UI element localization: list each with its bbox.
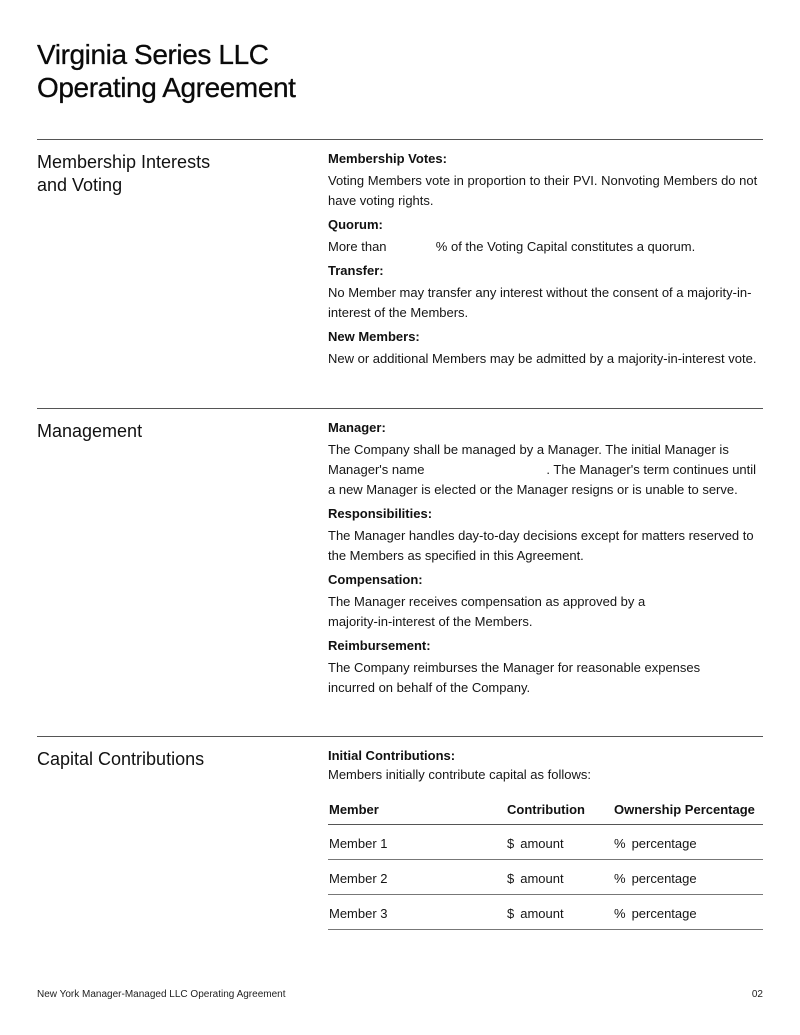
dollar-sign: $ [507,871,515,886]
clause-responsibilities [328,506,763,566]
column-header-ownership: Ownership Percentage [614,797,763,825]
percentage-field[interactable]: percentage [631,871,697,886]
clause-transfer [328,263,763,323]
clause-quorum [328,217,763,257]
clause-text: Voting Members vote in proportion to their PVI. Nonvoting Members do not have voting rights. [328,173,758,208]
clause-membership-votes [328,151,763,211]
member-name-cell: Member 1 [328,825,507,860]
clause-text: No Member may transfer any interest without the consent of a majority-in-interest of the Members. [328,285,752,320]
ownership-cell[interactable] [614,825,763,860]
contributions-table [328,797,763,930]
section-body [328,420,763,704]
clause-heading: Reimbursement: [328,638,431,653]
clause-text: The Manager handles day-to-day decisions except for matters reserved to the Members as specified in this Agreement. [328,528,754,563]
page-footer [37,989,763,1001]
clause-manager [328,420,763,500]
clause-compensation [328,572,763,632]
ownership-cell[interactable] [614,895,763,930]
table-row [328,895,763,930]
clause-heading: Transfer: [328,263,384,278]
section-management [37,408,763,736]
percentage-field[interactable]: percentage [631,836,697,851]
section-label: Management [37,421,143,441]
clause-heading: Membership Votes: [328,151,447,166]
clause-initial-contributions [328,748,763,785]
clause-heading: Initial Contributions: [328,748,456,763]
section-membership-voting [37,139,763,409]
member-name-cell: Member 3 [328,895,507,930]
clause-text: More than % of the Voting Capital constitutes a quorum. [328,239,696,254]
column-header-contribution: Contribution [507,797,614,825]
section-body [328,748,763,930]
section-label: Membership Interests and Voting [37,152,211,195]
section-body [328,151,763,375]
table-row [328,825,763,860]
contribution-cell[interactable] [507,825,614,860]
clause-text: The Company shall be managed by a Manager. The initial Manager is Manager's name . The Manager's term continues until a new Manager is elected or the Manager resigns or is unable to serve. [328,442,757,497]
clause-text: The Manager receives compensation as approved by a majority-in-interest of the Members. [328,594,646,629]
clause-heading: Manager: [328,420,386,435]
clause-heading: Responsibilities: [328,506,433,521]
amount-field[interactable]: amount [520,836,564,851]
page-number: 02 [751,989,763,1000]
percent-sign: % [614,871,626,886]
amount-field[interactable]: amount [520,871,564,886]
percent-sign: % [614,906,626,921]
contribution-cell[interactable] [507,895,614,930]
section-label: Capital Contributions [37,749,205,769]
clause-new-members [328,329,763,369]
title-line-1: Virginia Series LLC [37,39,269,70]
amount-field[interactable]: amount [520,906,564,921]
dollar-sign: $ [507,836,515,851]
clause-text: New or additional Members may be admitted by a majority-in-interest vote. [328,351,757,366]
contribution-cell[interactable] [507,860,614,895]
clause-text: The Company reimburses the Manager for reasonable expenses incurred on behalf of the Company. [328,660,701,695]
clause-text: Members initially contribute capital as follows: [328,767,591,782]
ownership-cell[interactable] [614,860,763,895]
clause-reimbursement [328,638,763,698]
dollar-sign: $ [507,906,515,921]
footer-document-name: New York Manager-Managed LLC Operating Agreement [37,989,286,1000]
table-header-row [328,797,763,825]
clause-heading: Quorum: [328,217,383,232]
title-line-2: Operating Agreement [37,72,296,103]
column-header-member: Member [328,797,507,825]
table-row [328,860,763,895]
member-name-cell: Member 2 [328,860,507,895]
section-capital-contributions [37,736,763,936]
clause-heading: New Members: [328,329,420,344]
percent-sign: % [614,836,626,851]
clause-heading: Compensation: [328,572,423,587]
percentage-field[interactable]: percentage [631,906,697,921]
page-title [37,38,296,104]
